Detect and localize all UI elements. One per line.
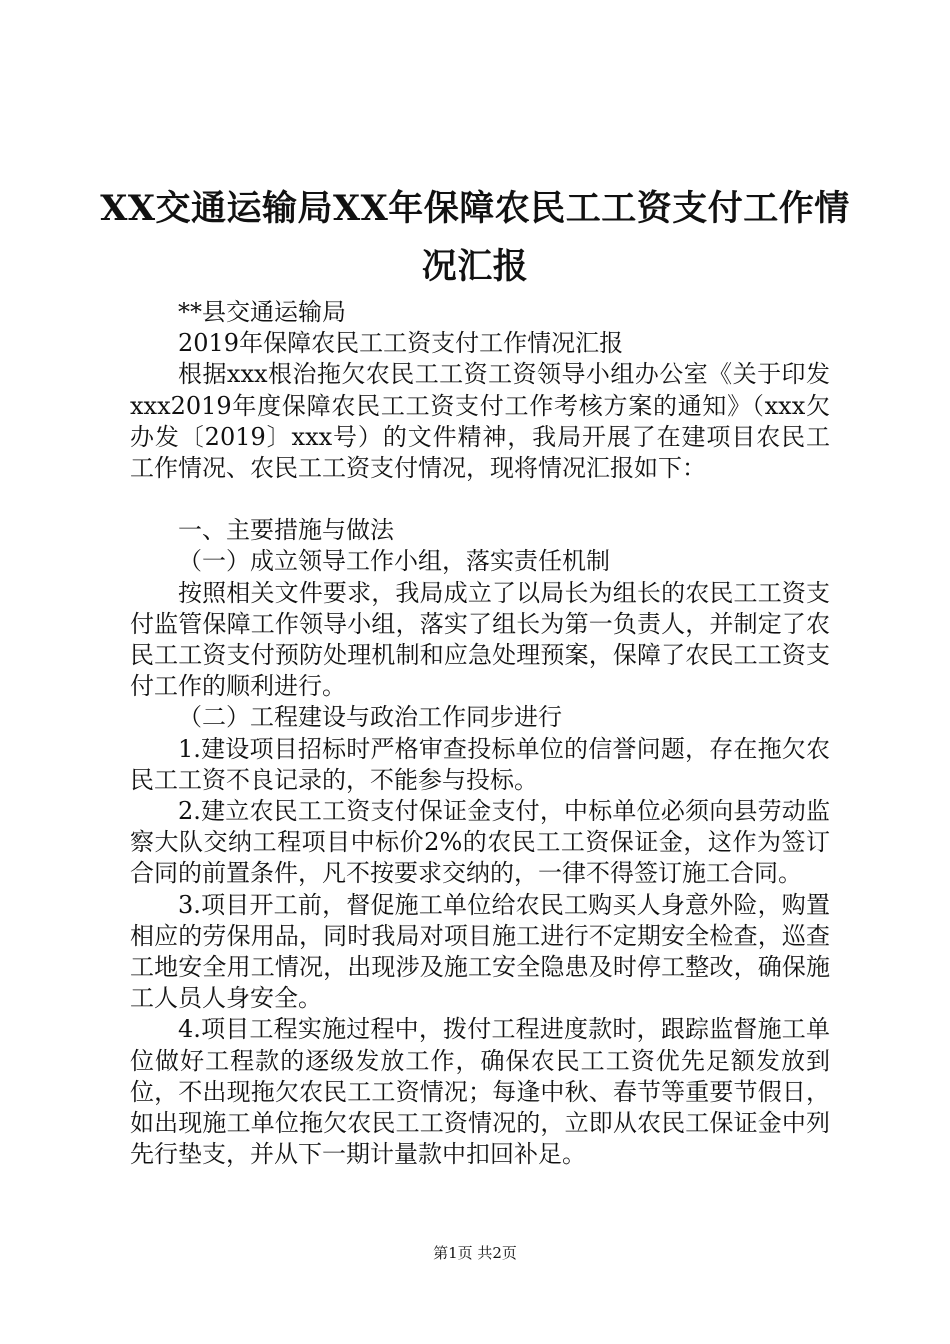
section-heading-1: 一、主要措施与做法 [178, 516, 394, 545]
page-indicator: 第1页 共2页 [433, 1244, 517, 1262]
issuer-line: **县交通运输局 [178, 298, 346, 326]
list-item-4: 4.项目工程实施过程中，拨付工程进度款时，跟踪监督施工单位做好工程款的逐级发放工作，确保农民工工资优先足额发放到位，不出现拖欠农民工工资情况；每逢中秋、春节等重要节假日，如出现施工单位拖欠农民工工资情况的，立即从农民工保证金中列先行垫支，并从下一期计量款中扣回补足。 [130, 1015, 830, 1169]
list-item-2: 2.建立农民工工资支付保证金支付，中标单位必须向县劳动监察大队交纳工程项目中标价2%的农民工工资保证金，这作为签订合同的前置条件，凡不按要求交纳的，一律不得签订施工合同。 [130, 797, 830, 888]
page-footer [0, 1243, 950, 1263]
list-item-3: 3.项目开工前，督促施工单位给农民工购买人身意外险，购置相应的劳保用品，同时我局对项目施工进行不定期安全检查，巡查工地安全用工情况，出现涉及施工安全隐患及时停工整改，确保施工人员人身安全。 [130, 890, 830, 1013]
intro-paragraph: 根据xxx根治拖欠农民工工资工资领导小组办公室《关于印发xxx2019年度保障农民工工资支付工作考核方案的通知》（xxx欠办发〔2019〕xxx号）的文件精神，我局开展了在建项目农民工工作情况、农民工工资支付情况，现将情况汇报如下： [130, 360, 830, 483]
document-title: XX交通运输局XX年保障农民工工资支付工作情况汇报 [100, 188, 850, 287]
subsection-heading-2: （二）工程建设与政治工作同步进行 [178, 703, 562, 732]
list-item-1: 1.建设项目招标时严格审查投标单位的信誉问题，存在拖欠农民工工资不良记录的，不能参与投标。 [130, 734, 830, 794]
document-body [130, 297, 830, 1170]
report-subtitle: 2019年保障农民工工资支付工作情况汇报 [178, 329, 624, 358]
subsection-heading-1: （一）成立领导工作小组，落实责任机制 [178, 547, 610, 576]
body-paragraph: 按照相关文件要求，我局成立了以局长为组长的农民工工资支付监管保障工作领导小组，落实了组长为第一负责人，并制定了农民工工资支付预防处理机制和应急处理预案，保障了农民工工资支付工作的顺利进行。 [130, 578, 830, 701]
